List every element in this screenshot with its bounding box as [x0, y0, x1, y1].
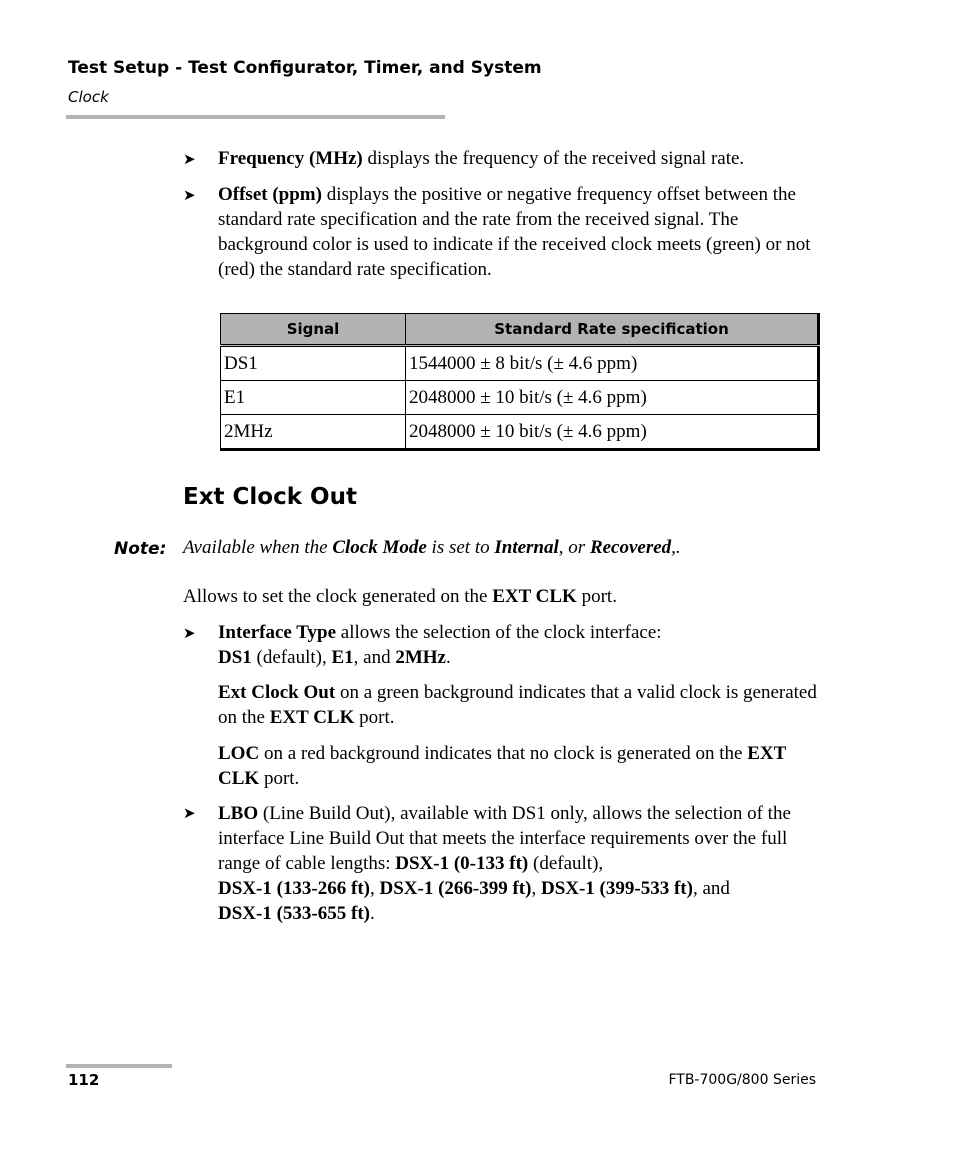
ext-para-port: EXT CLK: [269, 707, 355, 728]
note-suffix: ,.: [671, 537, 681, 558]
note-mid: is set to: [426, 537, 495, 558]
intro-prefix: Allows to set the clock generated on the: [183, 586, 493, 607]
table-row: [221, 415, 819, 450]
lbo-option: DSX-1 (0-133 ft): [395, 853, 529, 874]
column-header-signal: Signal: [221, 314, 406, 346]
table-cell: 2048000 ± 10 bit/s (± 4.6 ppm): [406, 415, 819, 450]
interface-term: Interface Type: [218, 622, 337, 643]
loc-port: EXT CLK: [218, 743, 786, 789]
interface-sep: (default),: [251, 647, 332, 668]
note-prefix: Available when the: [183, 537, 333, 558]
lbo-sep: ,: [369, 878, 380, 899]
interface-end: .: [445, 647, 451, 668]
frequency-text: displays the frequency of the received signal rate.: [362, 148, 745, 169]
interface-option-ds1: DS1: [218, 647, 252, 668]
loc-paragraph: [218, 741, 823, 791]
table-cell: 2MHz: [221, 415, 406, 450]
lbo-text: (Line Build Out), available with DS1 only, allows the selection of the interface Line Build Out that meets the interface requirements over the full range of cable lengths:: [218, 803, 791, 874]
column-header-rate: Standard Rate specification: [406, 314, 819, 346]
lbo-option: DSX-1 (399-533 ft): [540, 878, 693, 899]
arrow-bullet-icon: ➤: [183, 152, 196, 168]
note-term-recovered: Recovered: [589, 537, 672, 558]
lbo-sep: ,: [531, 878, 541, 899]
page-number: 112: [68, 1071, 100, 1089]
lbo-description: [218, 801, 823, 926]
interface-option-2mhz: 2MHz: [395, 647, 446, 668]
table-cell: 1544000 ± 8 bit/s (± 4.6 ppm): [406, 346, 819, 381]
lbo-default: (default),: [528, 853, 604, 874]
section-title: Ext Clock Out: [183, 484, 357, 510]
loc-term: LOC: [218, 743, 260, 764]
interface-option-e1: E1: [331, 647, 354, 668]
table-cell: E1: [221, 381, 406, 415]
offset-text: displays the positive or negative frequency offset between the standard rate specification and the rate from the received signal. The background color is used to indicate if the received clock meets (green) or not (red) the standard rate specification.: [218, 184, 811, 280]
loc-text: on a red background indicates that no clock is generated on the: [259, 743, 748, 764]
frequency-term: Frequency (MHz): [218, 148, 363, 169]
note-text: [183, 537, 681, 559]
lbo-option: DSX-1 (266-399 ft): [379, 878, 532, 899]
lbo-option: DSX-1 (133-266 ft): [218, 878, 370, 899]
page-header-title: Test Setup - Test Configurator, Timer, and System: [68, 58, 542, 78]
note-term-clock-mode: Clock Mode: [332, 537, 427, 558]
lbo-end: .: [369, 903, 375, 924]
product-series: FTB-700G/800 Series: [668, 1072, 816, 1088]
table-header-row: [221, 314, 819, 346]
arrow-bullet-icon: ➤: [183, 188, 196, 204]
interface-sep: , and: [353, 647, 396, 668]
note-label: Note:: [114, 539, 167, 559]
loc-suffix: port.: [259, 768, 300, 789]
note-term-internal: Internal: [494, 537, 559, 558]
lbo-term: LBO: [218, 803, 259, 824]
offset-term: Offset (ppm): [218, 184, 322, 205]
ext-para-text: on a green background indicates that a valid clock is generated on the: [218, 682, 817, 728]
table-row: [221, 381, 819, 415]
intro-suffix: port.: [576, 586, 617, 607]
offset-description: [218, 182, 823, 282]
intro-term: EXT CLK: [492, 586, 577, 607]
ext-clock-intro: [183, 584, 823, 609]
lbo-sep: , and: [692, 878, 730, 899]
table-row: [221, 346, 819, 381]
header-divider: [66, 115, 445, 119]
arrow-bullet-icon: ➤: [183, 626, 196, 642]
interface-type-description: [218, 620, 823, 670]
table-cell: DS1: [221, 346, 406, 381]
ext-para-suffix: port.: [354, 707, 395, 728]
page-header-subtitle: Clock: [68, 88, 109, 106]
table-cell: 2048000 ± 10 bit/s (± 4.6 ppm): [406, 381, 819, 415]
lbo-option: DSX-1 (533-655 ft): [218, 903, 370, 924]
arrow-bullet-icon: ➤: [183, 806, 196, 822]
ext-para-term: Ext Clock Out: [218, 682, 336, 703]
note-mid2: , or: [558, 537, 590, 558]
ext-clock-out-paragraph: [218, 680, 823, 730]
interface-text: allows the selection of the clock interface:: [336, 622, 662, 643]
footer-divider: [66, 1064, 172, 1068]
rate-spec-table: [220, 313, 820, 451]
frequency-description: [218, 146, 823, 171]
